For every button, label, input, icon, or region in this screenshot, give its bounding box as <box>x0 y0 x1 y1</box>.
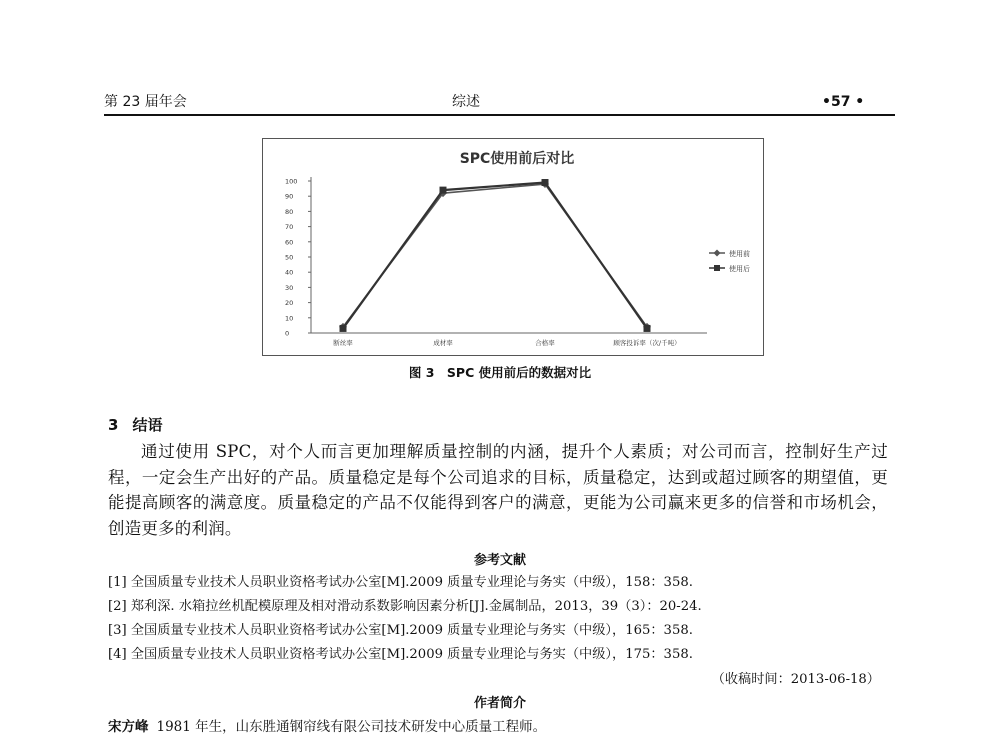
y-tick-label: 10 <box>285 314 294 323</box>
body-paragraph: 通过使用 SPC，对个人而言更加理解质量控制的内涵，提升个人素质；对公司而言，控制好生产过程，一定会生产出好的产品。质量稳定是每个公司追求的目标，质量稳定，达到或超过顾客的期望值，更能提高顾客的满意度。质量稳定的产品不仅能得到客户的满意，更能为公司赢来更多的信誉和市场机会，创造更多的利润。 <box>108 442 888 538</box>
reference-item: [1] 全国质量专业技术人员职业资格考试办公室[M].2009 质量专业理论与务实（中级），158：358. <box>108 575 693 590</box>
chart-title: SPC使用前后对比 <box>459 151 575 167</box>
references-heading: 参考文献 <box>473 553 526 568</box>
data-point <box>542 179 549 186</box>
y-tick-label: 100 <box>285 177 298 186</box>
header-rule <box>104 114 895 116</box>
running-header-center: 综述 <box>452 94 480 110</box>
legend-marker <box>714 250 721 257</box>
received-date: （收稿时间：2013-06-18） <box>711 672 880 687</box>
x-tick-label: 成材率 <box>433 339 453 347</box>
page-number: •57 • <box>822 94 865 110</box>
author-name: 宋方峰 <box>108 719 149 735</box>
y-tick-label: 60 <box>285 238 294 247</box>
series-line <box>343 184 647 327</box>
author-bio <box>108 715 546 735</box>
author-heading: 作者简介 <box>473 696 526 711</box>
y-tick-label: 70 <box>285 223 294 232</box>
x-tick-label: 顾客投诉率（次/千吨） <box>613 339 681 347</box>
data-point <box>644 325 651 332</box>
y-tick-label: 30 <box>285 283 294 292</box>
running-header-left: 第 23 届年会 <box>104 94 187 110</box>
x-tick-label: 断丝率 <box>333 339 353 347</box>
y-tick-label: 50 <box>285 253 294 262</box>
data-point <box>440 187 447 194</box>
reference-item: [3] 全国质量专业技术人员职业资格考试办公室[M].2009 质量专业理论与务实（中级），165：358. <box>108 623 693 638</box>
section-heading <box>108 414 162 435</box>
x-tick-label: 合格率 <box>535 339 555 347</box>
y-tick-label: 40 <box>285 268 294 277</box>
legend-label: 使用后 <box>729 265 750 273</box>
section-number: 3 <box>108 416 119 434</box>
figure-caption: 图 3 SPC 使用前后的数据对比 <box>408 365 592 380</box>
data-point <box>340 325 347 332</box>
reference-item: [4] 全国质量专业技术人员职业资格考试办公室[M].2009 质量专业理论与务实（中级），175：358. <box>108 647 693 662</box>
reference-item: [2] 郑利深. 水箱拉丝机配模原理及相对滑动系数影响因素分析[J].金属制品，2013，39（3）：20-24. <box>108 599 702 614</box>
legend-marker <box>714 265 720 271</box>
spc-chart-svg <box>263 139 763 355</box>
spc-chart <box>262 138 764 356</box>
series-line <box>343 183 647 329</box>
section-title: 结语 <box>132 416 163 434</box>
y-tick-label: 20 <box>285 299 294 308</box>
legend-label: 使用前 <box>729 250 750 258</box>
y-tick-label: 80 <box>285 207 294 216</box>
y-tick-label: 0 <box>285 329 290 338</box>
y-tick-label: 90 <box>285 192 294 201</box>
author-bio-text: 1981 年生，山东胜通钢帘线有限公司技术研发中心质量工程师。 <box>156 719 547 735</box>
